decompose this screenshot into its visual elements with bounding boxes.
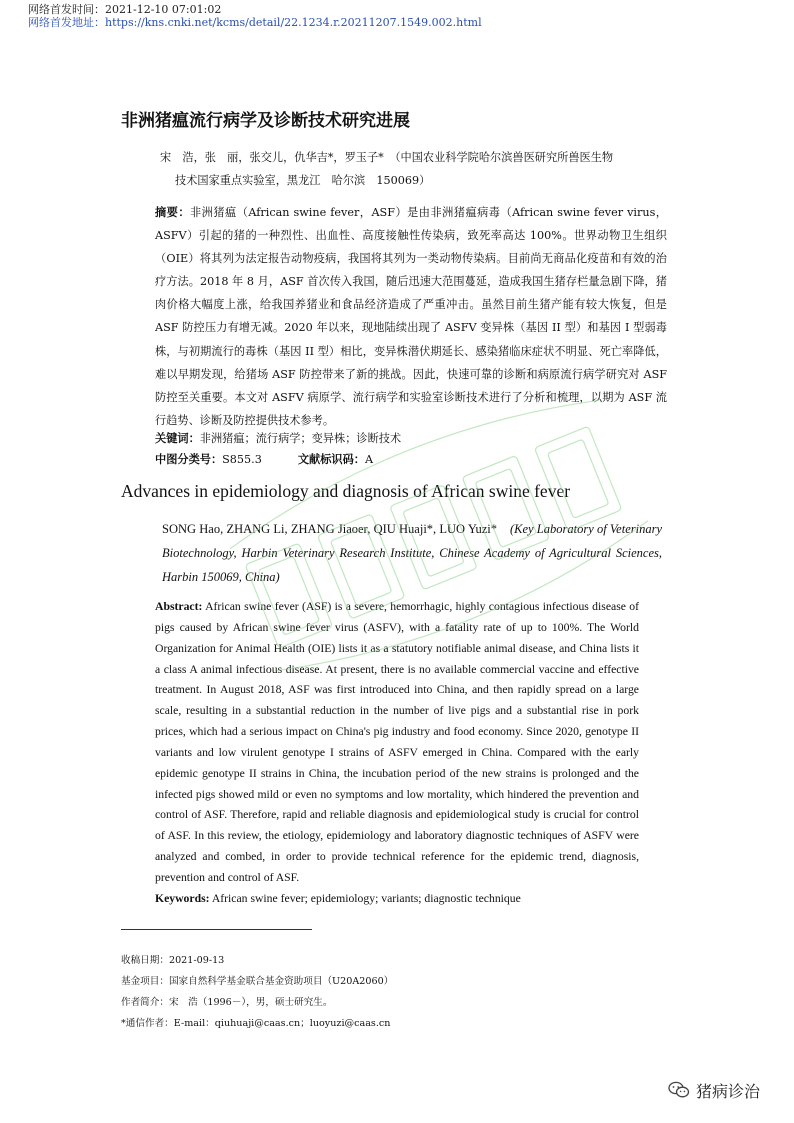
footnote-divider	[121, 929, 312, 930]
footnote-funding: 基金项目：国家自然科学基金联合基金资助项目（U20A2060）	[121, 976, 394, 987]
classification-value: S855.3	[222, 453, 262, 466]
chinese-keywords-label: 关键词：	[155, 432, 200, 445]
wechat-icon	[668, 1081, 690, 1099]
english-keywords	[155, 889, 521, 909]
chinese-keywords	[155, 428, 401, 450]
chinese-abstract-label: 摘要：	[155, 206, 191, 219]
english-authors	[162, 517, 662, 589]
chinese-abstract-text: 非洲猪瘟（African swine fever，ASF）是由非洲猪瘟病毒（African swine fever virus，ASFV）引起的猪的一种烈性、出血性、高度接触性传染病，致死率高达 100%。世界动物卫生组织（OIE）将其列为法定报告动物疫病，我国将其列为一类动物传染病。目前尚无商品化疫苗和有效的治疗方法。2018 年 8 月，ASF 首次传入我国，随后迅速大范围蔓延，造成我国生猪存栏量急剧下降，猪肉价格大幅度上涨，给我国养猪业和食品经济造成了严重冲击。虽然目前生猪产能有较大恢复，但是 ASF 防控压力有增无减。2020 年以来，现地陆续出现了 ASFV 变异株（基因 II 型）和基因 I 型弱毒株，与初期流行的毒株（基因 II 型）相比，变异株潜伏期延长、感染猪临床症状不明显、死亡率降低，难以早期发现，给猪场 ASF 防控带来了新的挑战。因此，快速可靠的诊断和病原流行病学研究对 ASF 防控至关重要。本文对 ASFV 病原学、流行病学和实验室诊断技术进行了分析和梳理，以期为 ASF 流行趋势、诊断及防控提供技术参考。	[155, 206, 667, 427]
chinese-authors	[160, 146, 670, 192]
wechat-account-badge	[668, 1076, 760, 1104]
chinese-keywords-text: 非洲猪瘟；流行病学；变异株；诊断技术	[199, 432, 402, 445]
footnote-correspondence: *通信作者：E-mail：qiuhuaji@caas.cn；luoyuzi@caas.cn	[121, 1018, 391, 1029]
footnote-received: 收稿日期：2021-09-13	[121, 955, 225, 966]
english-title: Advances in epidemiology and diagnosis of African swine fever	[121, 481, 571, 501]
document-code-label: 文献标识码：	[297, 453, 365, 466]
chinese-title: 非洲猪瘟流行病学及诊断技术研究进展	[121, 111, 410, 131]
wechat-account-name: 猪病诊治	[696, 1081, 761, 1101]
chinese-authors-line-2: 技术国家重点实验室，黑龙江 哈尔滨 150069）	[175, 174, 431, 187]
publication-time: 网络首发时间：2021-12-10 07:01:02	[28, 3, 222, 16]
english-abstract	[155, 597, 639, 889]
english-keywords-label: Keywords:	[155, 892, 210, 905]
english-abstract-text: African swine fever (ASF) is a severe, hemorrhagic, highly contagious infectious disease of pigs caused by African swine fever virus (ASFV), with a fatality rate of up to 100%. The World Organization for Animal Health (OIE) lists it as a statutory notifiable animal disease, and China lists it a class A animal infectious disease. At present, there is no available commercial vaccine and effective treatment. In August 2018, ASF was first introduced into China, and then rapidly spread on a large scale, resulting in a substantial reduction in the number of live pigs and a substantial rise in pork prices, which had a serious impact on China's pig industry and food economy. Since 2020, genotype II variants and low virulent genotype I strains of ASFV emerged in China. Compared with the early epidemic genotype II strains in China, the incubation period of the new strains is prolonged and the infected pigs showed mild or even no symptoms and low mortality, which hindered the prevention and control of ASF. Therefore, rapid and reliable diagnosis and epidemiological study is crucial for control of ASF. In this review, the etiology, epidemiology and laboratory diagnostic techniques of ASFV were analyzed and combed, in order to provide technical reference for the epidemic trend, diagnosis, prevention and control of ASF.	[155, 600, 639, 884]
english-author-names: SONG Hao, ZHANG Li, ZHANG Jiaoer, QIU Huaji*, LUO Yuzi*	[162, 522, 498, 536]
english-keywords-text: African swine fever; epidemiology; variants; diagnostic technique	[211, 892, 521, 905]
chinese-authors-line-1: 宋 浩，张 丽，张交儿，仇华吉*，罗玉子* （中国农业科学院哈尔滨兽医研究所兽医生物	[160, 151, 614, 164]
chinese-abstract	[155, 201, 667, 432]
classification-label: 中图分类号：	[155, 453, 223, 466]
classification-line	[155, 449, 373, 471]
document-code-value: A	[364, 453, 374, 466]
english-abstract-label: Abstract:	[155, 600, 203, 613]
english-affiliation: (Key Laboratory of Veterinary Biotechnology, Harbin Veterinary Research Institute, Chinese Academy of Agricultural Sciences, Harbin 150069, China)	[162, 522, 663, 584]
footnotes	[121, 950, 393, 1034]
publication-url[interactable]: 网络首发地址：https://kns.cnki.net/kcms/detail/22.1234.r.20211207.1549.002.html	[28, 16, 482, 29]
footnote-author-bio: 作者简介：宋 浩（1996－），男，硕士研究生。	[121, 997, 333, 1008]
